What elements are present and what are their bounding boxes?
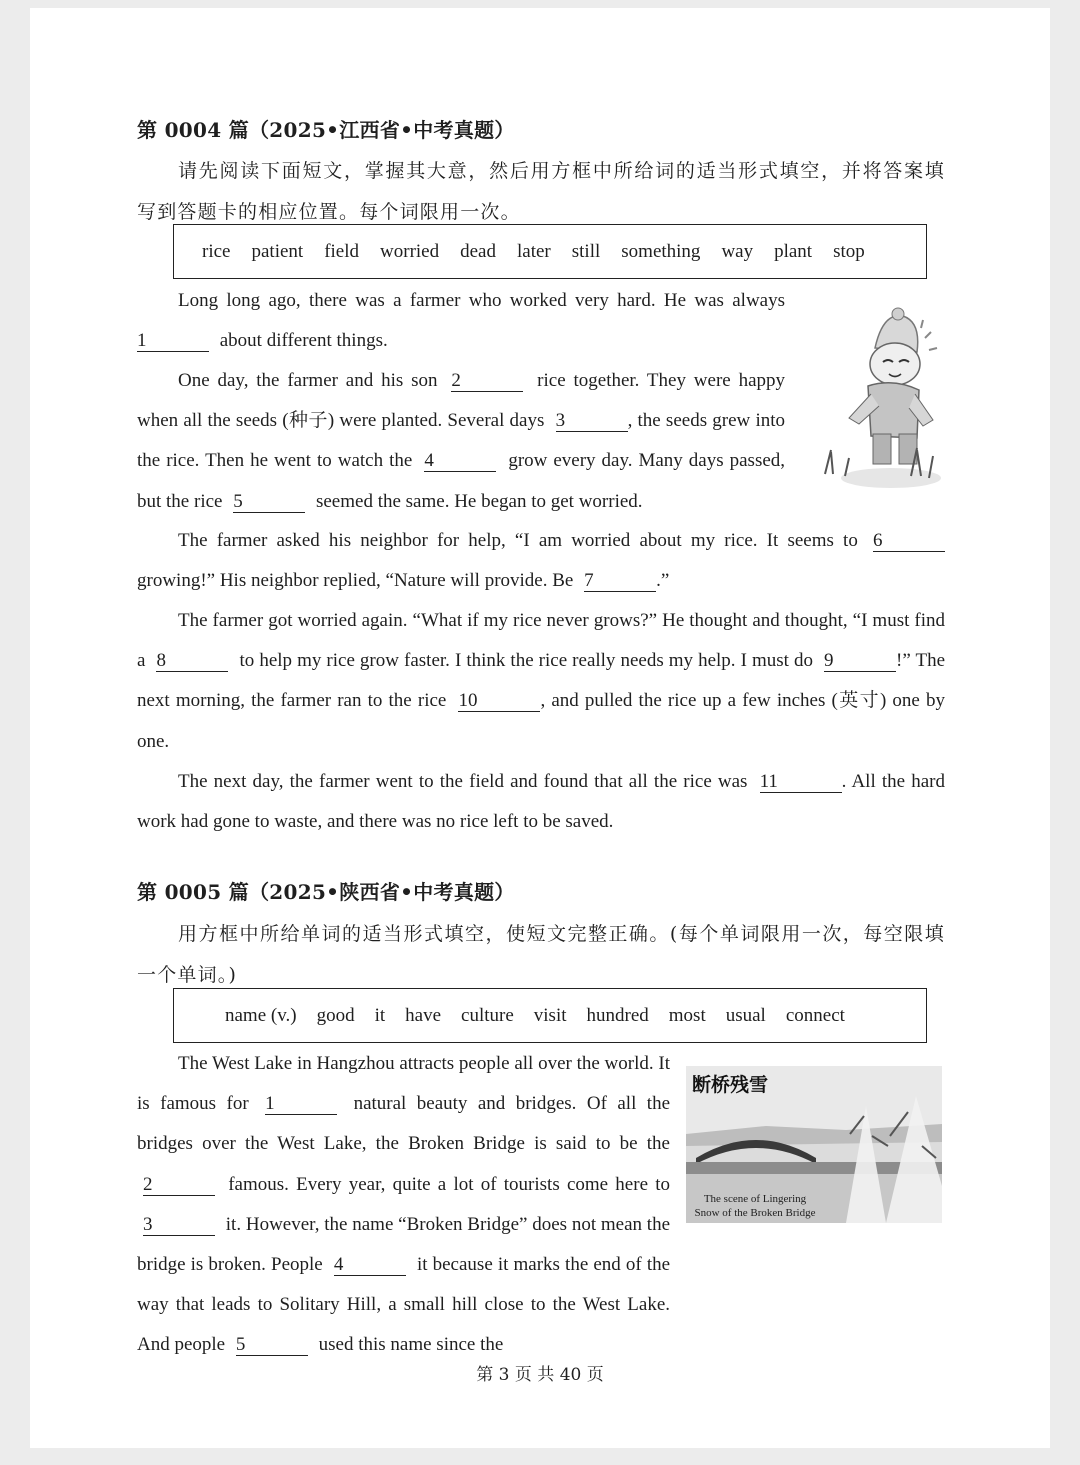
- word-box-item: culture: [461, 1004, 514, 1026]
- word-box-item: way: [721, 240, 754, 262]
- passage2-heading: 第 0005 篇（2025•陕西省•中考真题）: [137, 880, 515, 904]
- text-run: it. However, the name “Broken Bridge” does not mean the bridge is broken. People: [137, 1213, 671, 1276]
- text-run: , the seeds grew into the rice. Then he went to watch the: [137, 410, 786, 472]
- answer-blank-10: 10: [458, 691, 540, 712]
- photo-caption-line: The scene of Lingering: [703, 1193, 807, 1205]
- word-box-item: field: [324, 240, 360, 262]
- text-run: famous. Every year, quite a lot of tourists come here to: [228, 1173, 671, 1195]
- text-run: growing!” His neighbor replied, “Nature will provide. Be: [137, 570, 574, 592]
- text-run: , and pulled the rice up a few inches (英寸) one by one.: [137, 690, 945, 752]
- passage1-word-box: [173, 224, 927, 279]
- text-run: it because it marks the end of the way that leads to Solitary Hill, a small hill close to the West Lake. And people: [137, 1254, 671, 1356]
- text-run: grow every day. Many days passed, but the rice: [137, 450, 786, 512]
- word-box-item: stop: [833, 240, 865, 262]
- answer-blank-7: 7: [584, 571, 656, 592]
- document-page: [30, 8, 1050, 1448]
- text-run: Long long ago, there was a farmer who worked very hard. He was always: [178, 290, 785, 311]
- photo-caption-line: Snow of the Broken Bridge: [694, 1207, 816, 1219]
- passage2-word-box: [173, 988, 927, 1043]
- passage1-instruction: 请先阅读下面短文，掌握其大意，然后用方框中所给词的适当形式填空，并将答案填写到答题卡的相应位置。每个词限用一次。: [137, 160, 945, 223]
- word-box-item: good: [316, 1004, 355, 1026]
- passage1-heading: 第 0004 篇（2025•江西省•中考真题）: [137, 118, 515, 142]
- answer-blank-6: 6: [873, 531, 945, 552]
- text-run: !” The next morning, the farmer ran to the rice: [137, 650, 946, 712]
- text-run: seemed the same. He began to get worried.: [315, 490, 643, 512]
- text-run: The farmer asked his neighbor for help, “I am worried about my rice. It seems to: [178, 530, 858, 551]
- answer-blank-3: 3: [556, 411, 628, 432]
- word-box-item: later: [516, 240, 551, 262]
- answer-blank-3: 3: [143, 1215, 215, 1236]
- answer-blank-1: 1: [265, 1094, 337, 1115]
- answer-blank-1: 1: [137, 331, 209, 352]
- text-run: . All the hard work had gone to waste, and there was no rice left to be saved.: [137, 771, 946, 833]
- passage1-paragraph-3: [137, 521, 945, 601]
- word-box-item: dead: [460, 240, 496, 262]
- passage1-paragraph-4: [137, 601, 945, 762]
- answer-blank-4: 4: [424, 451, 496, 472]
- word-box-item: it: [374, 1004, 386, 1026]
- passage2-paragraph-1: [137, 1044, 670, 1366]
- text-run: .”: [656, 570, 670, 592]
- passage1-paragraph-5: [137, 762, 945, 842]
- passage2-instruction: 用方框中所给单词的适当形式填空，使短文完整正确。(每个单词限用一次，每空限填一个单词。): [137, 923, 945, 986]
- answer-blank-9: 9: [824, 651, 896, 672]
- text-run: to help my rice grow faster. I think the rice really needs my help. I must do: [239, 650, 813, 672]
- text-run: used this name since the: [318, 1334, 504, 1356]
- text-run: One day, the farmer and his son: [178, 370, 438, 391]
- word-box-item: worried: [380, 240, 440, 262]
- farmer-illustration: [805, 298, 945, 498]
- broken-bridge-photo: [686, 1066, 942, 1223]
- text-run: The farmer got worried again. “What if my rice never grows?” He thought and thought, “I must find a: [137, 610, 945, 672]
- word-box-item: something: [621, 240, 701, 262]
- text-run: The West Lake in Hangzhou attracts people all over the world. It is famous for: [137, 1053, 670, 1115]
- answer-blank-8: 8: [156, 651, 228, 672]
- word-box-item: patient: [251, 240, 304, 262]
- word-box-item: name (v.): [225, 1004, 297, 1026]
- word-box-item: usual: [725, 1004, 766, 1026]
- text-run: rice together. They were happy when all the seeds (种子) were planted. Several days: [137, 370, 785, 432]
- word-box-item: still: [571, 240, 601, 262]
- answer-blank-5: 5: [233, 492, 305, 513]
- page-footer: 第 3 页 共 40 页: [476, 1365, 604, 1385]
- text-run: about different things.: [219, 330, 388, 352]
- text-run: The next day, the farmer went to the field and found that all the rice was: [178, 771, 748, 792]
- answer-blank-2: 2: [451, 371, 523, 392]
- passage1-paragraph-1: [137, 281, 785, 361]
- photo-title: 断桥残雪: [692, 1074, 769, 1096]
- text-run: natural beauty and bridges. Of all the bridges over the West Lake, the Broken Bridge is said to be the: [137, 1093, 671, 1155]
- word-box-item: hundred: [586, 1004, 649, 1026]
- passage1-paragraph-2: [137, 361, 785, 522]
- answer-blank-4: 4: [334, 1255, 406, 1276]
- word-box-item: most: [668, 1004, 706, 1026]
- word-box-item: have: [405, 1004, 442, 1026]
- answer-blank-2: 2: [143, 1175, 215, 1196]
- word-box-item: visit: [533, 1004, 567, 1026]
- answer-blank-11: 11: [760, 772, 842, 793]
- answer-blank-5: 5: [236, 1335, 308, 1356]
- photo-caption: [690, 1192, 820, 1220]
- word-box-item: connect: [785, 1004, 845, 1026]
- word-box-item: rice: [202, 240, 231, 262]
- word-box-item: plant: [774, 240, 813, 262]
